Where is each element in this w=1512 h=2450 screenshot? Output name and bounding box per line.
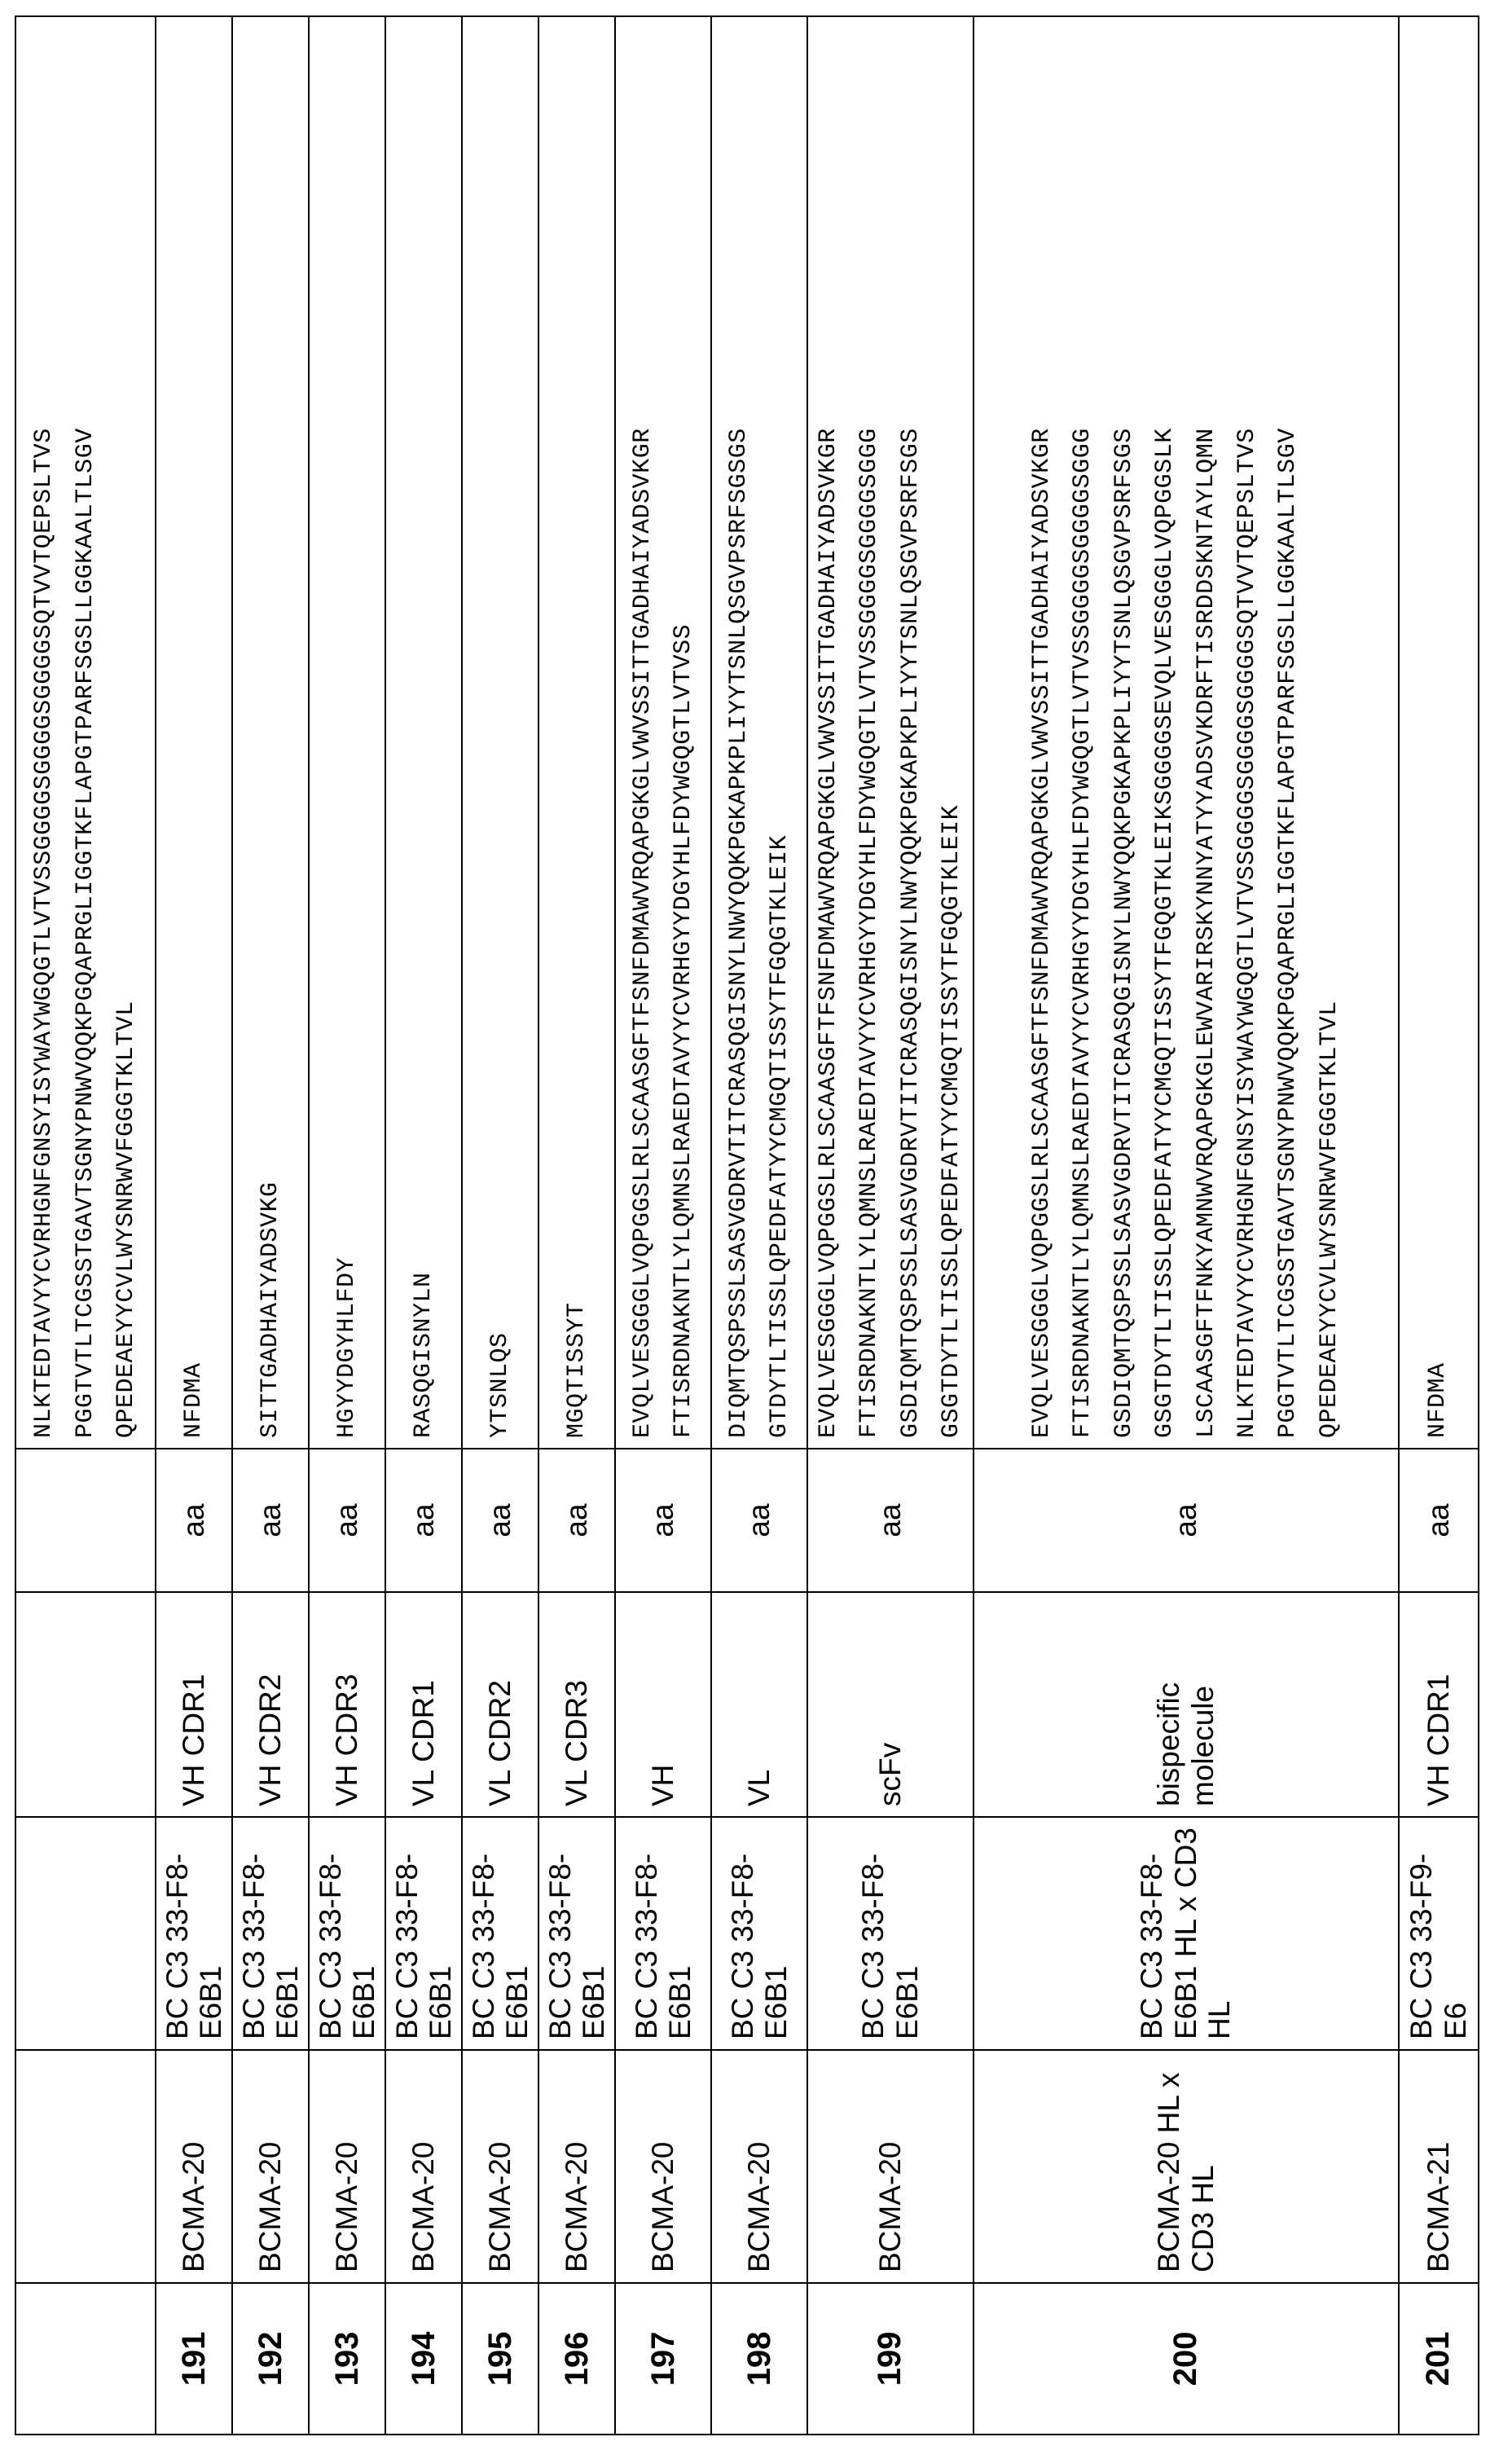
type-cell: aa — [1399, 1449, 1479, 1592]
sequence-line: PGGTVTLTCGSSTGAVTSGNYPNWVQQKPGQAPRGLIGGTKFLAPGTPARFSGSLLGGKAALTLSGV — [1268, 27, 1308, 1438]
sequence-line: QPEDEAEYYCVLWYSNRWVFGGGTKLTVL — [106, 27, 147, 1438]
construct-name-cell: BCMA-20 — [711, 2050, 807, 2283]
seq-id-cell: 194 — [385, 2283, 462, 2435]
table-row — [156, 16, 232, 2435]
type-cell: aa — [309, 1449, 385, 1592]
table-row — [462, 16, 538, 2435]
designation-cell: BC C3 33-F8-E6B1 — [385, 1817, 462, 2050]
region-cell: scFv — [807, 1592, 974, 1817]
sequence-line: NLKTEDTAVYYCVRHGNFGNSYISYWAYWGQGTLVTVSSGGGGSGGGGSGGGGSQTVVTQEPSLTVS — [1227, 27, 1268, 1438]
table-row — [711, 16, 807, 2435]
sequence-cell — [15, 16, 156, 1449]
sequence-cell — [385, 16, 462, 1449]
type-cell: aa — [711, 1449, 807, 1592]
sequence-cell — [974, 16, 1399, 1449]
table-row — [1399, 16, 1479, 2435]
designation-cell: BC C3 33-F8-E6B1 — [615, 1817, 711, 2050]
sequence-cell — [462, 16, 538, 1449]
designation-cell: BC C3 33-F8-E6B1 — [538, 1817, 615, 2050]
designation-cell: BC C3 33-F8-E6B1 — [309, 1817, 385, 2050]
table-row — [15, 16, 156, 2435]
construct-name-cell: BCMA-20 — [462, 2050, 538, 2283]
sequence-line: GSDIQMTQSPSSLSASVGDRVTITCRASQGISNYLNWYQQKPGKAPKPLIYYTSNLQSGVPSRFSGS — [890, 27, 931, 1438]
seq-id-cell: 201 — [1399, 2283, 1479, 2435]
sequence-line: FTISRDNAKNTLYLQMNSLRAEDTAVYYCVRHGYYDGYHLFDYWGQGTLVTVSSGGGGSGGGGSGGG — [1062, 27, 1103, 1438]
sequence-cell — [232, 16, 309, 1449]
sequence-line: NLKTEDTAVYYCVRHGNFGNSYISYWAYWGQGTLVTVSSGGGGSGGGGSGGGGSQTVVTQEPSLTVS — [24, 27, 64, 1438]
table-row — [974, 16, 1399, 2435]
sequence-line: HGYYDGYHLFDY — [327, 27, 367, 1438]
sequence-cell — [1399, 16, 1479, 1449]
type-cell — [15, 1449, 156, 1592]
sequence-cell — [309, 16, 385, 1449]
table-row — [615, 16, 711, 2435]
construct-name-cell — [15, 2050, 156, 2283]
region-cell — [15, 1592, 156, 1817]
construct-name-cell: BCMA-20 HL x CD3 HL — [974, 2050, 1399, 2283]
construct-name-cell: BCMA-20 — [309, 2050, 385, 2283]
sequence-line: DIQMTQSPSSLSASVGDRVTITCRASQGISNYLNWYQQKPGKAPKPLIYYTSNLQSGVPSRFSGSGS — [719, 27, 759, 1438]
designation-cell — [15, 1817, 156, 2050]
designation-cell: BC C3 33-F8-E6B1 HL x CD3 HL — [974, 1817, 1399, 2050]
seq-id-cell: 200 — [974, 2283, 1399, 2435]
sequence-cell — [615, 16, 711, 1449]
seq-id-cell: 199 — [807, 2283, 974, 2435]
type-cell: aa — [156, 1449, 232, 1592]
region-cell: bispecific molecule — [974, 1592, 1399, 1817]
region-cell: VH CDR3 — [309, 1592, 385, 1817]
sequence-line: PGGTVTLTCGSSTGAVTSGNYPNWVQQKPGQAPRGLIGGTKFLAPGTPARFSGSLLGGKAALTLSGV — [65, 27, 106, 1438]
sequence-line: EVQLVESGGGLVQPGGSLRLSCAASGFTFSNFDMAWVRQAPGKGLVWVSSITTGADHAIYADSVKGR — [808, 27, 849, 1438]
sequence-line: RASQGISNYLN — [403, 27, 444, 1438]
type-cell: aa — [807, 1449, 974, 1592]
table-row — [232, 16, 309, 2435]
seq-id-cell: 197 — [615, 2283, 711, 2435]
construct-name-cell: BCMA-20 — [615, 2050, 711, 2283]
type-cell: aa — [462, 1449, 538, 1592]
region-cell: VH — [615, 1592, 711, 1817]
designation-cell: BC C3 33-F9-E6 — [1399, 1817, 1479, 2050]
sequence-table — [15, 15, 1479, 2435]
rotated-page — [0, 0, 1512, 2450]
region-cell: VL CDR3 — [538, 1592, 615, 1817]
sequence-line: NFDMA — [174, 27, 214, 1438]
construct-name-cell: BCMA-20 — [156, 2050, 232, 2283]
table-row — [538, 16, 615, 2435]
sequence-line: FTISRDNAKNTLYLQMNSLRAEDTAVYYCVRHGYYDGYHLFDYWGQGTLVTVSS — [663, 27, 704, 1438]
sequence-line: MGQTISSYT — [556, 27, 597, 1438]
table-row — [309, 16, 385, 2435]
region-cell: VL CDR2 — [462, 1592, 538, 1817]
sequence-line: EVQLVESGGGLVQPGGSLRLSCAASGFTFSNFDMAWVRQAPGKGLVWVSSITTGADHAIYADSVKGR — [1022, 27, 1062, 1438]
sequence-line: GTDYTLTISSLQPEDFATYYCMGQTISSYTFGQGTKLEIK — [759, 27, 800, 1438]
construct-name-cell: BCMA-20 — [385, 2050, 462, 2283]
table-row — [385, 16, 462, 2435]
designation-cell: BC C3 33-F8-E6B1 — [711, 1817, 807, 2050]
construct-name-cell: BCMA-21 — [1399, 2050, 1479, 2283]
construct-name-cell: BCMA-20 — [807, 2050, 974, 2283]
sequence-line: FTISRDNAKNTLYLQMNSLRAEDTAVYYCVRHGYYDGYHLFDYWGQGTLVTVSSGGGGSGGGGSGGG — [849, 27, 890, 1438]
sequence-line: GSDIQMTQSPSSLSASVGDRVTITCRASQGISNYLNWYQQKPGKAPKPLIYYTSNLQSGVPSRFSGS — [1104, 27, 1145, 1438]
sequence-line: GSGTDYTLTISSLQPEDFATYYCMGQTISSYTFGQGTKLEIKSGGGGSEVQLVESGGGLVQPGGSLK — [1145, 27, 1185, 1438]
seq-id-cell — [15, 2283, 156, 2435]
region-cell: VH CDR2 — [232, 1592, 309, 1817]
region-cell: VH CDR1 — [156, 1592, 232, 1817]
sequence-cell — [156, 16, 232, 1449]
sequence-cell — [807, 16, 974, 1449]
designation-cell: BC C3 33-F8-E6B1 — [462, 1817, 538, 2050]
seq-id-cell: 192 — [232, 2283, 309, 2435]
region-cell: VH CDR1 — [1399, 1592, 1479, 1817]
type-cell: aa — [538, 1449, 615, 1592]
designation-cell: BC C3 33-F8-E6B1 — [156, 1817, 232, 2050]
type-cell: aa — [385, 1449, 462, 1592]
sequence-line: YTSNLQS — [480, 27, 521, 1438]
sequence-line: SITTGADHAIYADSVKG — [250, 27, 291, 1438]
type-cell: aa — [615, 1449, 711, 1592]
sequence-cell — [538, 16, 615, 1449]
sequence-cell — [711, 16, 807, 1449]
region-cell: VL CDR1 — [385, 1592, 462, 1817]
seq-id-cell: 195 — [462, 2283, 538, 2435]
seq-id-cell: 198 — [711, 2283, 807, 2435]
seq-id-cell: 193 — [309, 2283, 385, 2435]
sequence-line: GSGTDYTLTISSLQPEDFATYYCMGQTISSYTFGQGTKLEIK — [931, 27, 972, 1438]
sequence-line: QPEDEAEYYCVLWYSNRWVFGGGTKLTVL — [1309, 27, 1350, 1438]
seq-id-cell: 196 — [538, 2283, 615, 2435]
table-row — [807, 16, 974, 2435]
type-cell: aa — [232, 1449, 309, 1592]
construct-name-cell: BCMA-20 — [538, 2050, 615, 2283]
sequence-line: NFDMA — [1418, 27, 1458, 1438]
construct-name-cell: BCMA-20 — [232, 2050, 309, 2283]
sequence-line: LSCAASGFTFNKYAMNWVRQAPGKGLEWVARIRSKYNNYATYYADSVKDRFTISRDDSKNTAYLQMN — [1186, 27, 1227, 1438]
type-cell: aa — [974, 1449, 1399, 1592]
designation-cell: BC C3 33-F8-E6B1 — [232, 1817, 309, 2050]
seq-id-cell: 191 — [156, 2283, 232, 2435]
region-cell: VL — [711, 1592, 807, 1817]
designation-cell: BC C3 33-F8-E6B1 — [807, 1817, 974, 2050]
sequence-line: EVQLVESGGGLVQPGGSLRLSCAASGFTFSNFDMAWVRQAPGKGLVWVSSITTGADHAIYADSVKGR — [622, 27, 663, 1438]
